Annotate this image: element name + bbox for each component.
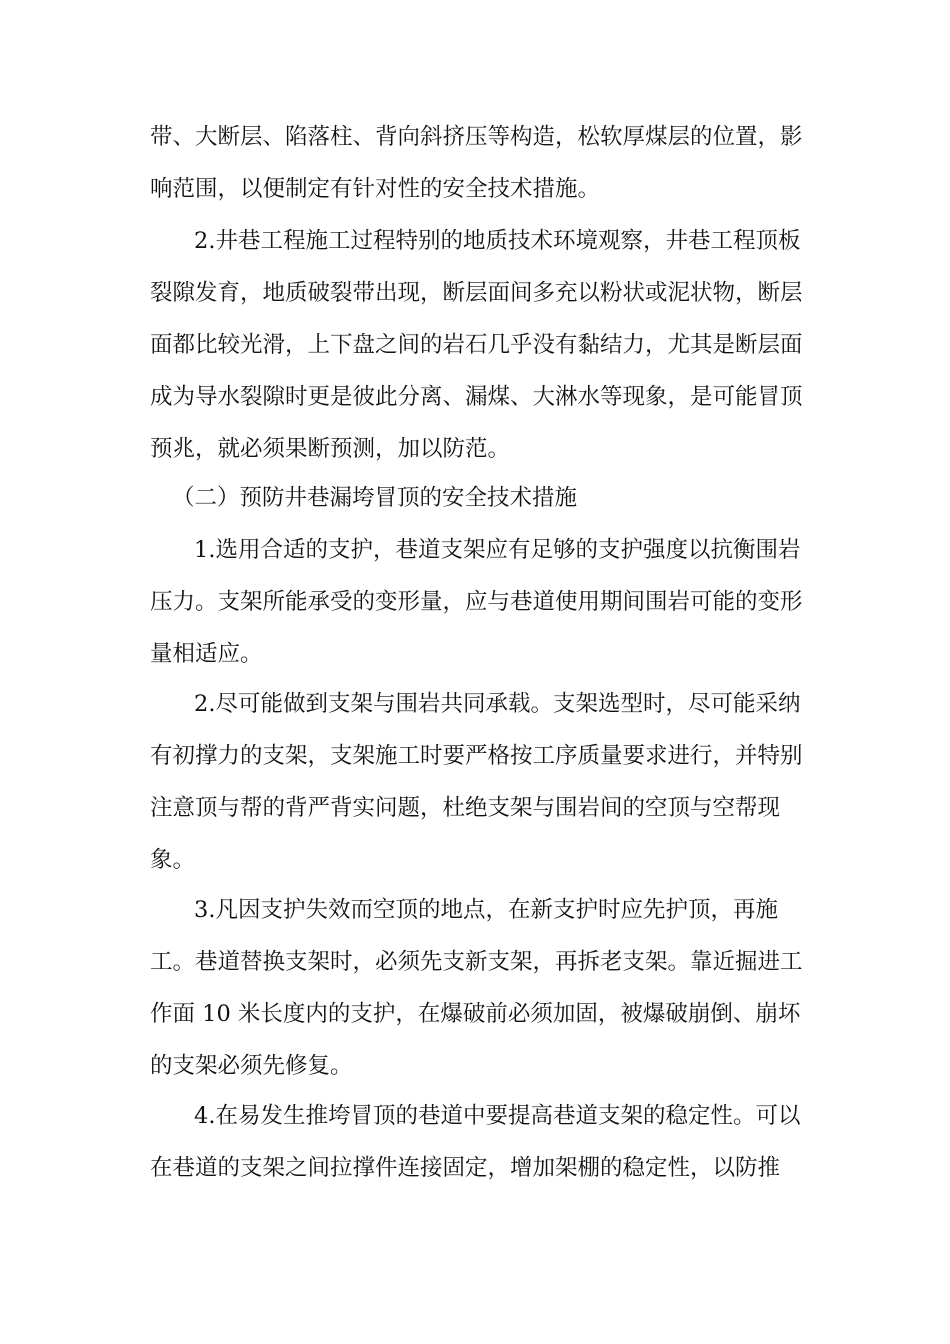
text-line: 带、大断层、陷落柱、背向斜挤压等构造，松软厚煤层的位置，影: [150, 124, 803, 150]
paragraph-start-line: 2.尽可能做到支架与围岩共同承载。支架选型时，尽可能采纳: [194, 691, 801, 717]
text-line: 在巷道的支架之间拉撑件连接固定，增加架棚的稳定性，以防推: [150, 1155, 781, 1181]
text-line: 工。巷道替换支架时，必须先支新支架，再拆老支架。靠近掘进工: [150, 949, 803, 975]
text-line: 成为导水裂隙时更是彼此分离、漏煤、大淋水等现象，是可能冒顶: [150, 384, 803, 410]
section-heading: （二）预防井巷漏垮冒顶的安全技术措施: [172, 485, 578, 511]
paragraph-start-line: 3.凡因支护失效而空顶的地点，在新支护时应先护顶，再施: [194, 897, 778, 923]
text-line: 的支架必须先修复。: [150, 1053, 353, 1079]
text-line: 注意顶与帮的背严背实问题，杜绝支架与围岩间的空顶与空帮现: [150, 795, 781, 821]
text-line: 面都比较光滑，上下盘之间的岩石几乎没有黏结力，尤其是断层面: [150, 332, 803, 358]
text-line: 象。: [150, 847, 196, 873]
text-line: 作面 10 米长度内的支护，在爆破前必须加固，被爆破崩倒、崩坏: [150, 1001, 801, 1027]
paragraph-start-line: 1.选用合适的支护，巷道支架应有足够的支护强度以抗衡围岩: [194, 537, 801, 563]
text-line: 量相适应。: [150, 641, 263, 667]
text-line: 裂隙发育，地质破裂带出现，断层面间多充以粉状或泥状物，断层: [150, 280, 803, 306]
text-line: 预兆，就必须果断预测，加以防范。: [150, 436, 511, 462]
paragraph-start-line: 2.井巷工程施工过程特别的地质技术环境观察，井巷工程顶板: [194, 228, 801, 254]
text-line: 压力。支架所能承受的变形量，应与巷道使用期间围岩可能的变形: [150, 589, 803, 615]
paragraph-start-line: 4.在易发生推垮冒顶的巷道中要提高巷道支架的稳定性。可以: [194, 1103, 801, 1129]
text-line: 有初撑力的支架，支架施工时要严格按工序质量要求进行，并特别: [150, 743, 803, 769]
text-line: 响范围，以便制定有针对性的安全技术措施。: [150, 176, 601, 202]
